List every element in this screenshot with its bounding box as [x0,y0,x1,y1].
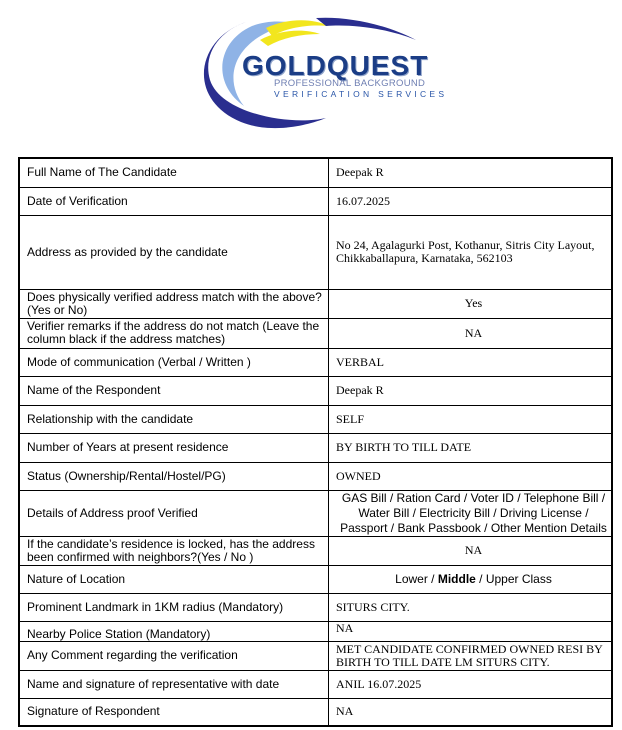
option-middle-selected: Middle [437,572,476,586]
logo-subtitle-2: VERIFICATION SERVICES [274,89,448,99]
table-row [19,433,612,462]
row-value: VERBAL [329,348,613,376]
row-label: Verifier remarks if the address do not match (Leave the column black if the address matches) [19,318,329,348]
row-label: Name and signature of representative with date [19,670,329,698]
row-label: Date of Verification [19,187,329,215]
table-row [19,318,612,348]
row-value: NA [329,536,613,565]
row-value: 16.07.2025 [329,187,613,215]
table-row [19,536,612,565]
row-value: NA [329,698,613,726]
row-value: Deepak R [329,376,613,405]
row-label: Status (Ownership/Rental/Hostel/PG) [19,462,329,490]
table-row [19,376,612,405]
row-label: Relationship with the candidate [19,405,329,433]
row-label: Any Comment regarding the verification [19,641,329,670]
location-class-options [329,565,613,593]
table-row [19,565,612,593]
table-row [19,215,612,289]
row-value: OWNED [329,462,613,490]
table-row [19,289,612,318]
table-row [19,698,612,726]
table-row [19,641,612,670]
row-label: Nearby Police Station (Mandatory) [19,621,329,641]
table-row [19,593,612,621]
row-label: Address as provided by the candidate [19,215,329,289]
table-row [19,670,612,698]
row-value: Yes [329,289,613,318]
row-value: Deepak R [329,158,613,187]
row-label: Details of Address proof Verified [19,490,329,536]
goldquest-logo [186,14,450,134]
row-label: Does physically verified address match with the above? (Yes or No) [19,289,329,318]
table-row [19,621,612,641]
row-value: MET CANDIDATE CONFIRMED OWNED RESI BY BIRTH TO TILL DATE LM SITURS CITY. [329,641,613,670]
row-label: Prominent Landmark in 1KM radius (Mandatory) [19,593,329,621]
row-value: NA [329,621,613,641]
row-value: ANIL 16.07.2025 [329,670,613,698]
row-label: If the candidate’s residence is locked, has the address been confirmed with neighbors?(Yes / No ) [19,536,329,565]
address-proof-options: GAS Bill / Ration Card / Voter ID / Telephone Bill / Water Bill / Electricity Bill / Driving License / Passport / Bank Passbook / Other Mention Details [329,490,613,536]
row-label: Number of Years at present residence [19,433,329,462]
row-value: BY BIRTH TO TILL DATE [329,433,613,462]
row-label: Mode of communication (Verbal / Written ) [19,348,329,376]
table-row [19,405,612,433]
row-label: Full Name of The Candidate [19,158,329,187]
option-lower: Lower / [395,572,438,586]
table-row [19,348,612,376]
table-row [19,462,612,490]
row-label: Nature of Location [19,565,329,593]
row-value: SELF [329,405,613,433]
row-value: No 24, Agalagurki Post, Kothanur, Sitris City Layout, Chikkaballapura, Karnataka, 562103 [329,215,613,289]
table-row [19,158,612,187]
row-value: NA [329,318,613,348]
option-upper: / Upper Class [475,572,552,586]
row-value: SITURS CITY. [329,593,613,621]
table-row [19,490,612,536]
row-label: Name of the Respondent [19,376,329,405]
verification-table [18,157,613,727]
logo-title: GOLDQUEST [242,50,429,81]
row-label: Signature of Respondent [19,698,329,726]
logo-subtitle-1: PROFESSIONAL BACKGROUND [274,78,426,89]
table-row [19,187,612,215]
